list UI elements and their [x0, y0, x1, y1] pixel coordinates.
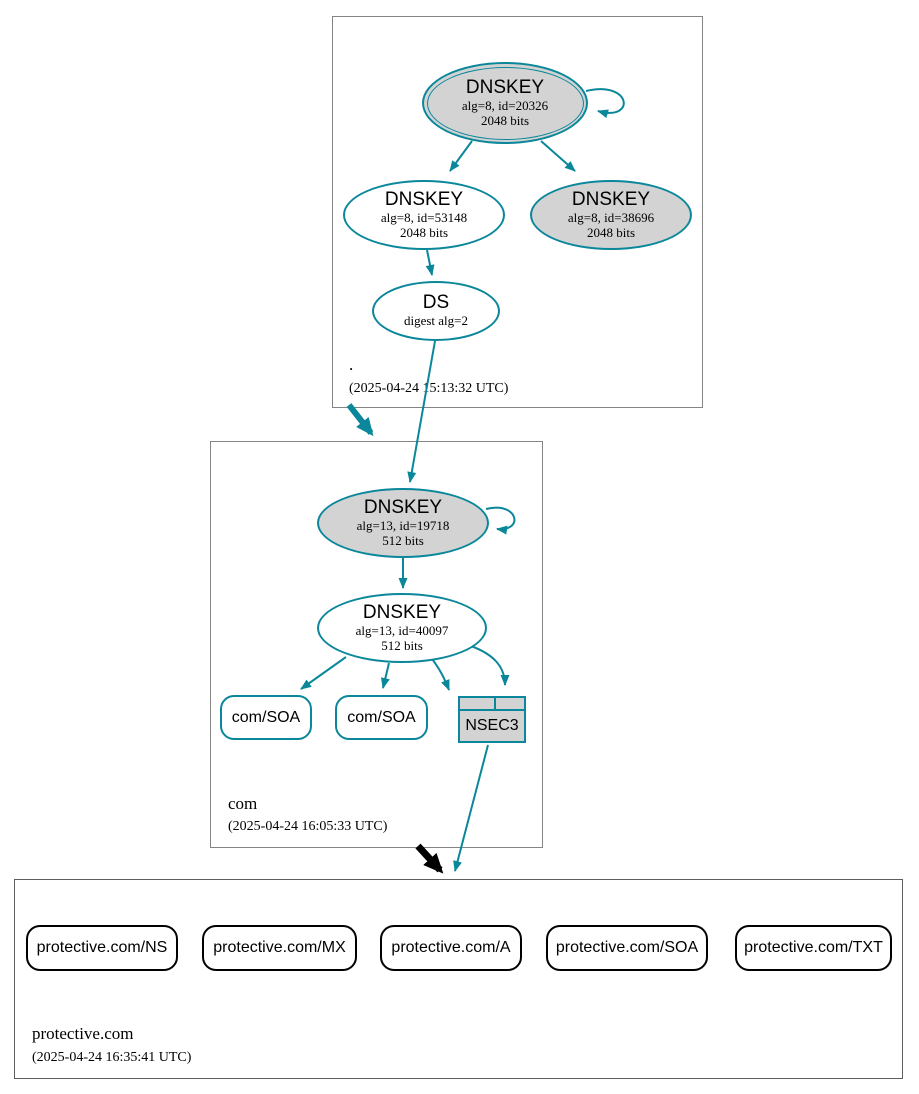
- node-protective-com-ns[interactable]: protective.com/NS: [26, 925, 178, 971]
- node-detail: 512 bits: [381, 637, 423, 653]
- node-detail: alg=13, id=19718: [356, 517, 450, 533]
- node-detail: digest alg=2: [403, 313, 469, 329]
- node-protective-com-mx[interactable]: protective.com/MX: [202, 925, 357, 971]
- node-root-dnskey-20326[interactable]: [422, 62, 588, 144]
- node-detail: 2048 bits: [399, 224, 449, 240]
- node-com-soa-1[interactable]: com/SOA: [220, 695, 312, 740]
- zone-label-protective-com: protective.com: [32, 1024, 134, 1043]
- node-detail: 2048 bits: [586, 224, 636, 240]
- zone-timestamp-protective-com: (2025-04-24 16:35:41 UTC): [32, 1050, 192, 1065]
- node-detail: alg=13, id=40097: [355, 622, 449, 638]
- node-protective-com-soa[interactable]: protective.com/SOA: [546, 925, 708, 971]
- nsec3-header-cells: [460, 698, 524, 711]
- node-root-dnskey-53148[interactable]: [343, 180, 505, 250]
- node-com-soa-2[interactable]: com/SOA: [335, 695, 428, 740]
- nsec3-cell: [460, 698, 496, 709]
- zone-label-com: com: [228, 794, 258, 813]
- node-detail: 2048 bits: [480, 112, 530, 128]
- node-protective-com-txt[interactable]: protective.com/TXT: [735, 925, 892, 971]
- edge-com-to-protective-insecure-delegation: [418, 846, 440, 870]
- node-detail: alg=8, id=53148: [380, 209, 468, 225]
- node-root-ds[interactable]: [372, 281, 500, 341]
- node-com-nsec3[interactable]: [458, 696, 526, 743]
- node-detail: 512 bits: [382, 532, 424, 548]
- zone-label-root: .: [349, 355, 354, 374]
- node-root-dnskey-38696[interactable]: [530, 180, 692, 250]
- nsec3-cell: [496, 698, 524, 709]
- nsec3-label: NSEC3: [465, 717, 519, 734]
- node-title: DNSKEY: [384, 188, 464, 210]
- node-com-dnskey-40097[interactable]: [317, 593, 487, 663]
- node-detail: alg=8, id=20326: [461, 97, 549, 113]
- node-title: DNSKEY: [363, 496, 443, 518]
- node-detail: alg=8, id=38696: [567, 209, 655, 225]
- node-protective-com-a[interactable]: protective.com/A: [380, 925, 522, 971]
- zone-timestamp-root: (2025-04-24 15:13:32 UTC): [349, 381, 509, 396]
- edge-root-to-com-secure-delegation: [349, 405, 371, 433]
- zone-box-protective-com: [14, 879, 903, 1079]
- node-title: DNSKEY: [362, 601, 442, 623]
- node-com-dnskey-19718[interactable]: [317, 488, 489, 558]
- node-title: DNSKEY: [465, 76, 545, 98]
- node-title: DNSKEY: [571, 188, 651, 210]
- node-title: DS: [422, 292, 450, 314]
- zone-timestamp-com: (2025-04-24 16:05:33 UTC): [228, 819, 388, 834]
